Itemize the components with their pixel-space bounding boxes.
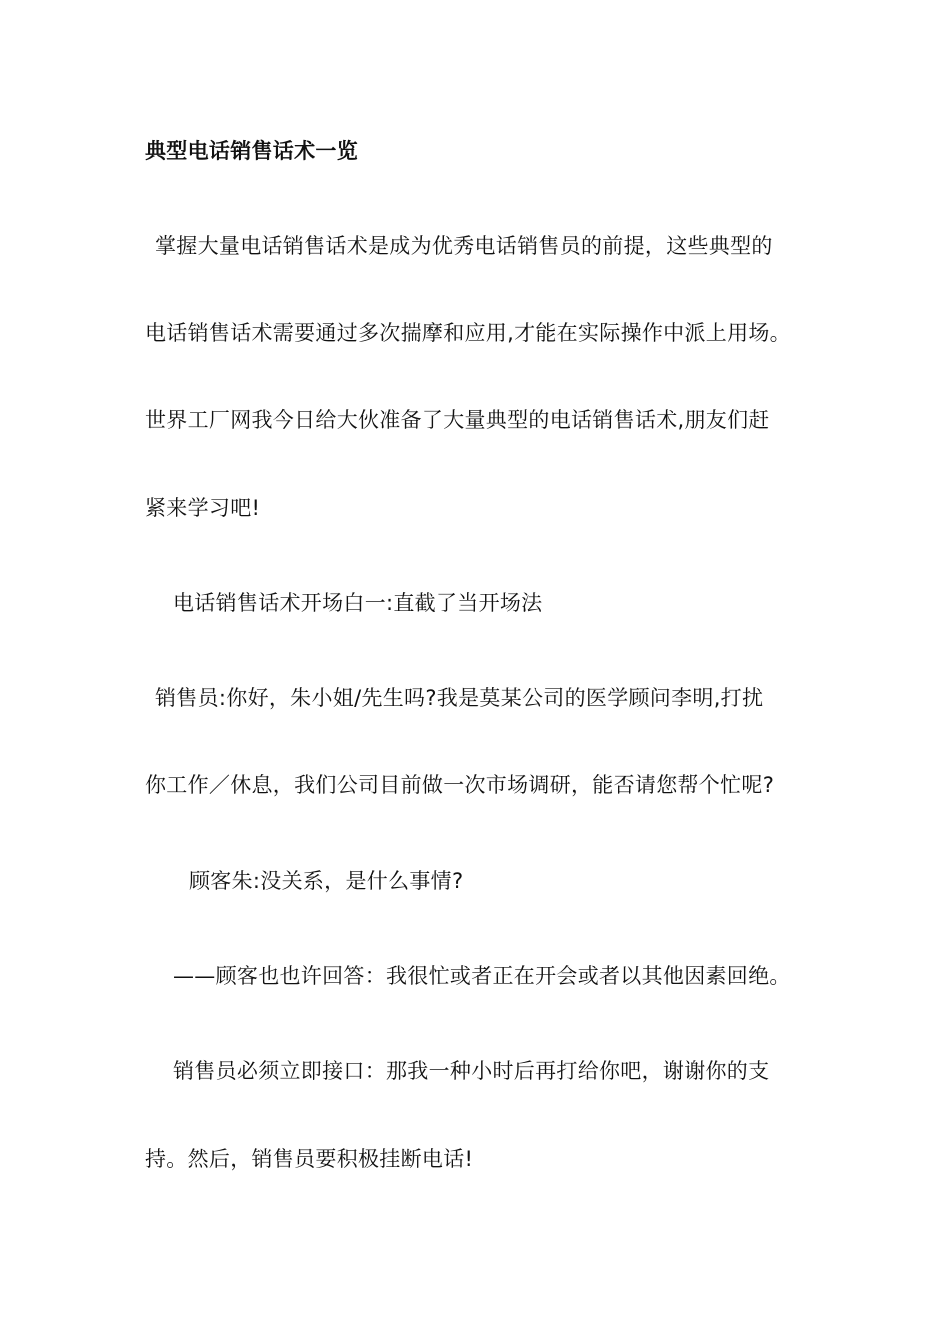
paragraph-line: 持。然后，销售员要积极挂断电话! — [145, 1147, 474, 1171]
paragraph-line: 你工作／休息，我们公司目前做一次市场调研，能否请您帮个忙呢? — [145, 773, 775, 797]
paragraph-line: 电话销售话术需要通过多次揣摩和应用,才能在实际操作中派上用场。 — [145, 321, 791, 345]
paragraph-line: 掌握大量电话销售话术是成为优秀电话销售员的前提，这些典型的 — [155, 234, 773, 258]
paragraph-line: 顾客朱:没关系，是什么事情? — [189, 869, 464, 893]
paragraph-line: 销售员:你好，朱小姐/先生吗?我是莫某公司的医学顾问李明,打扰 — [155, 686, 764, 710]
paragraph-line: 紧来学习吧! — [145, 496, 261, 520]
paragraph-line: ——顾客也也许回答：我很忙或者正在开会或者以其他因素回绝。 — [173, 964, 791, 988]
section-heading: 电话销售话术开场白一:直截了当开场法 — [173, 591, 543, 615]
document-title: 典型电话销售话术一览 — [145, 139, 358, 163]
paragraph-line: 世界工厂网我今日给大伙准备了大量典型的电话销售话术,朋友们赶 — [145, 408, 770, 432]
paragraph-line: 销售员必须立即接口：那我一种小时后再打给你吧，谢谢你的支 — [173, 1059, 770, 1083]
